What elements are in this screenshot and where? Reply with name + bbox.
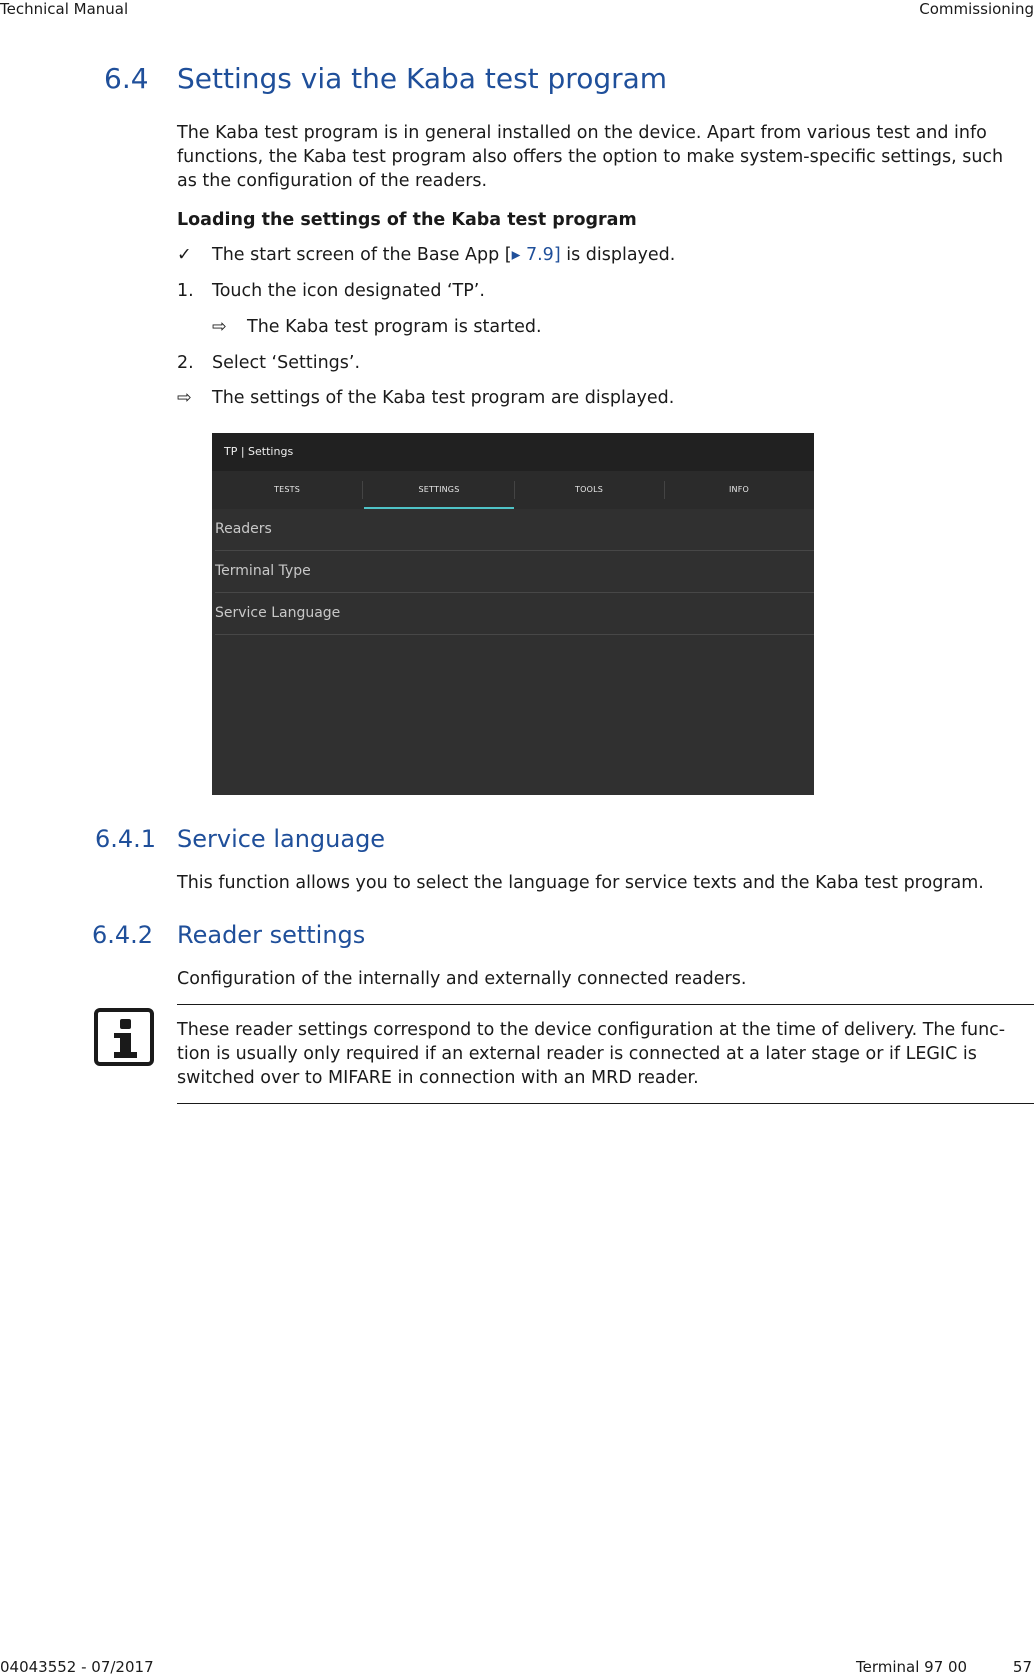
tab-divider [362, 481, 363, 499]
settings-item-service-language[interactable]: Service Language [215, 593, 814, 635]
tab-tools[interactable]: TOOLS [574, 485, 603, 494]
subsection-number: 6.4.1 [95, 825, 157, 853]
header-doc-title: Technical Manual [0, 0, 129, 18]
header-chapter: Commissioning [919, 0, 1034, 18]
tab-tests[interactable]: TESTS [274, 485, 300, 494]
footer-product: Terminal 97 00 [856, 1658, 968, 1676]
check-icon: ✓ [177, 245, 192, 265]
app-title-bar: TP | Settings [212, 433, 814, 471]
cross-reference-link[interactable]: ▸ 7.9] [511, 245, 561, 265]
intro-paragraph: The Kaba test program is in general installed on the device. Apart from various test and info functions, the Kaba test program also offers the option to make system-specific settings, such as the configuration of the readers. [177, 123, 1004, 191]
result-text: The Kaba test program is started. [247, 317, 542, 337]
subsection-title: Reader settings [177, 921, 366, 949]
section-title: Settings via the Kaba test program [177, 62, 668, 95]
note-text: These reader settings correspond to the device configuration at the time of delivery. The func-tion is usually only required if an external reader is connected at a later stage or if LEGIC is switched over to MIFARE in connection with an MRD reader. [177, 1020, 1006, 1088]
subsection-number: 6.4.2 [92, 921, 154, 949]
tab-bar [212, 471, 814, 509]
settings-item-readers[interactable]: Readers [215, 509, 814, 551]
note-top-rule [177, 1004, 1034, 1005]
tab-info[interactable]: INFO [728, 485, 750, 494]
result-arrow-icon: ⇨ [212, 317, 227, 337]
result-text: The settings of the Kaba test program are displayed. [212, 388, 675, 408]
page-header [0, 0, 1034, 20]
step-text: Select ‘Settings’. [212, 353, 361, 373]
result-arrow-icon: ⇨ [177, 388, 192, 408]
step-number: 1. [177, 281, 194, 301]
page-footer [0, 1658, 1034, 1677]
page-number: 57 [1012, 1658, 1032, 1676]
settings-item-terminal-type[interactable]: Terminal Type [215, 551, 814, 593]
settings-screenshot [212, 433, 814, 795]
subsection-text: This function allows you to select the language for service texts and the Kaba test program. [177, 873, 984, 893]
precondition-text: The start screen of the Base App [ [212, 245, 512, 265]
step-number: 2. [177, 353, 194, 373]
footer-doc-number: 04043552 - 07/2017 [0, 1658, 154, 1676]
precondition-text-end: is displayed. [560, 245, 676, 265]
subsection-text: Configuration of the internally and externally connected readers. [177, 969, 747, 989]
step-text: Touch the icon designated ‘TP’. [212, 281, 485, 301]
tab-settings[interactable]: SETTINGS [364, 471, 514, 509]
info-icon [94, 1008, 154, 1066]
section-number: 6.4 [104, 62, 149, 95]
procedure-heading: Loading the settings of the Kaba test program [177, 210, 637, 230]
note-bottom-rule [177, 1103, 1034, 1104]
subsection-title: Service language [177, 825, 386, 853]
